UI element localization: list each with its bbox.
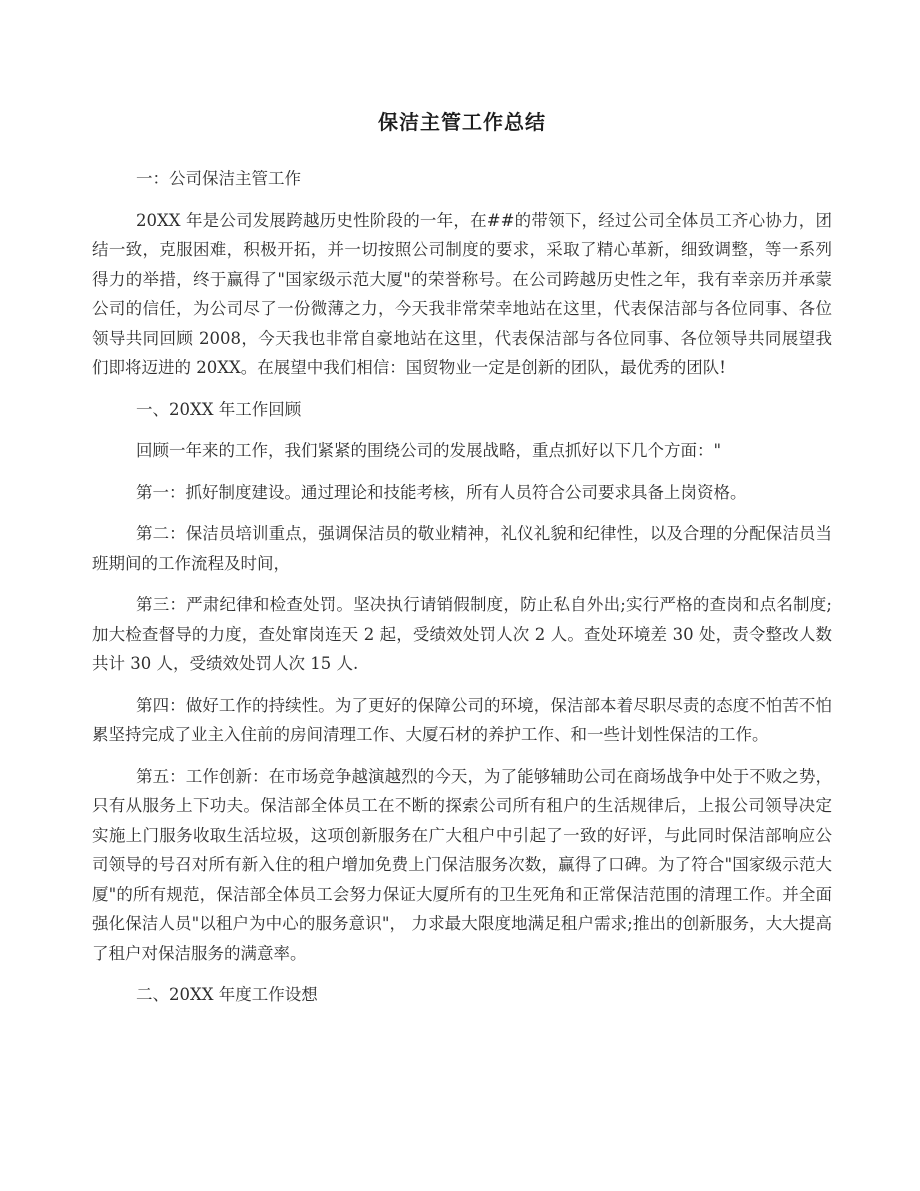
paragraph-point-5: 第五：工作创新：在市场竞争越演越烈的今天，为了能够辅助公司在商场战争中处于不败之势，只有从服务上下功夫。保洁部全体员工在不断的探索公司所有租户的生活规律后，上报公司领导决定实施上门服务收取生活垃圾，这项创新服务在广大租户中引起了一致的好评，与此同时保洁部响应公司领导的号召对所有新入住的租户增加免费上门保洁服务次数，赢得了口碑。为了符合"国家级示范大厦"的所有规范，保洁部全体员工会努力保证大厦所有的卫生死角和正常保洁范围的清理工作。并全面强化保洁人员"以租户为中心的服务意识"， 力求最大限度地满足租户需求;推出的创新服务，大大提高了租户对保洁服务的满意率。: [92, 766, 832, 963]
paragraph-point-1: 第一：抓好制度建设。通过理论和技能考核，所有人员符合公司要求具备上岗资格。: [136, 482, 747, 502]
paragraph-point-3: 第三：严肃纪律和检查处罚。坚决执行请销假制度，防止私自外出;实行严格的查岗和点名制度;加大检查督导的力度，查处窜岗连天 2 起，受绩效处罚人次 2 人。查处环境差 30 处，责令整改人数共计 30 人，受绩效处罚人次 15 人.: [92, 595, 832, 673]
paragraph-point-2: 第二：保洁员培训重点，强调保洁员的敬业精神，礼仪礼貌和纪律性，以及合理的分配保洁员当班期间的工作流程及时间，: [92, 524, 832, 573]
paragraph-outlook-heading: 二、20XX 年度工作设想: [136, 985, 318, 1004]
document-title: 保洁主管工作总结: [378, 110, 546, 134]
paragraph-section-heading: 一：公司保洁主管工作: [136, 169, 301, 188]
paragraph-review-intro: 回顾一年来的工作，我们紧紧的围绕公司的发展战略，重点抓好以下几个方面：": [136, 441, 722, 460]
paragraph-point-4: 第四：做好工作的持续性。为了更好的保障公司的环境，保洁部本着尽职尽责的态度不怕苦不怕累坚持完成了业主入住前的房间清理工作、大厦石材的养护工作、和一些计划性保洁的工作。: [92, 695, 832, 744]
paragraph-review-heading: 一、20XX 年工作回顾: [136, 399, 302, 419]
paragraph-intro: 20XX 年是公司发展跨越历史性阶段的一年，在##的带领下，经过公司全体员工齐心协力，团结一致，克服困难，积极开拓，并一切按照公司制度的要求，采取了精心革新，细致调整，等一系列得力的举措，终于赢得了"国家级示范大厦"的荣誉称号。在公司跨越历史性之年，我有幸亲历并承蒙公司的信任，为公司尽了一份微薄之力，今天我非常荣幸地站在这里，代表保洁部与各位同事、各位领导共同回顾 2008，今天我也非常自豪地站在这里，代表保洁部与各位同事、各位领导共同展望我们即将迈进的 20XX。在展望中我们相信：国贸物业一定是创新的团队，最优秀的团队!: [92, 210, 832, 377]
